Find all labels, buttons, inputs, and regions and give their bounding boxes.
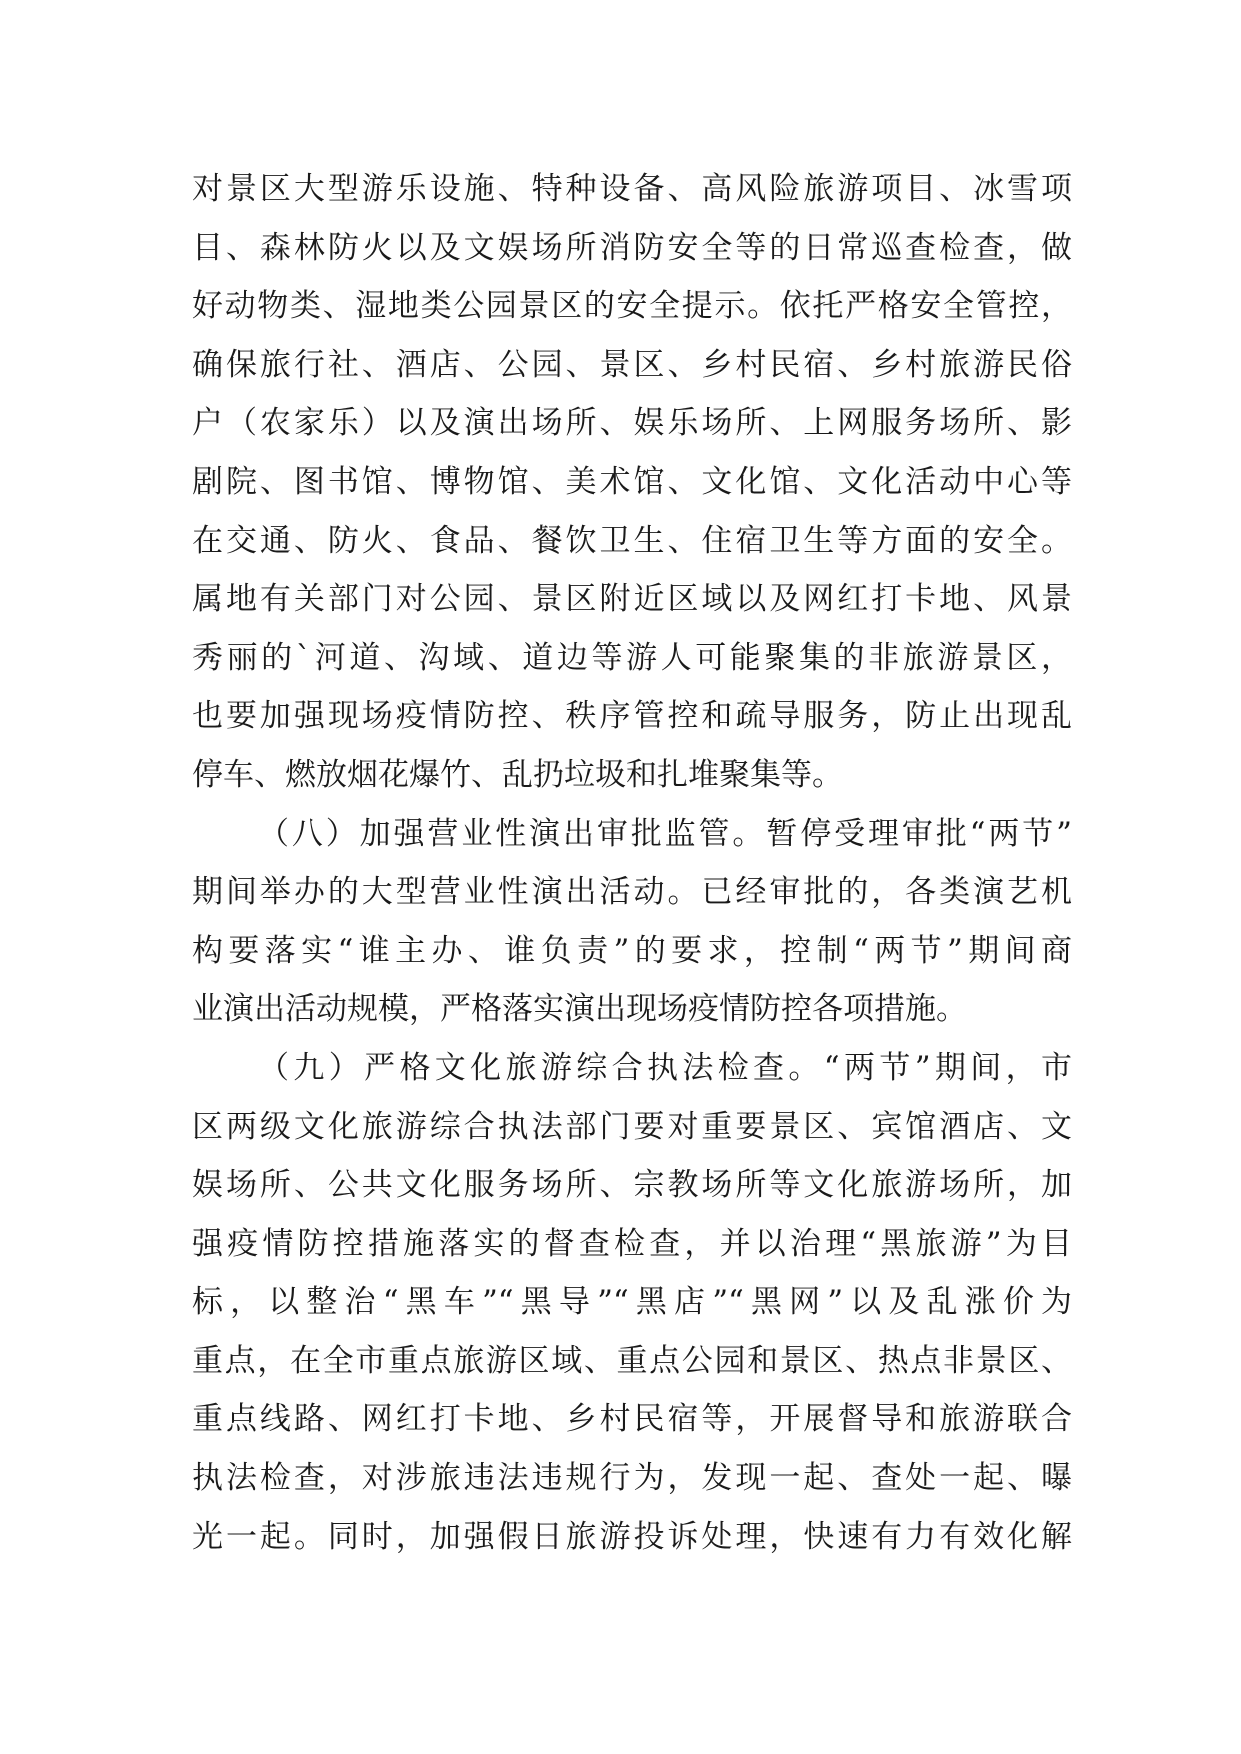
text-line: 执法检查，对涉旅违法违规行为，发现一起、查处一起、曝 (192, 1460, 1072, 1497)
text-line: 构要落实“谁主办、谁负责”的要求，控制“两节”期间商 (192, 932, 1072, 969)
text-line: 强疫情防控措施落实的督查检查，并以治理“黑旅游”为目 (192, 1225, 1072, 1262)
text-line: 剧院、图书馆、博物馆、美术馆、文化馆、文化活动中心等 (192, 463, 1072, 500)
text-line: 重点，在全市重点旅游区域、重点公园和景区、热点非景区、 (192, 1342, 1072, 1379)
text-line: 目、森林防火以及文娱场所消防安全等的日常巡查检查，做 (192, 229, 1072, 266)
text-line: 户（农家乐）以及演出场所、娱乐场所、上网服务场所、影 (192, 405, 1072, 442)
text-line: 秀丽的`河道、沟域、道边等游人可能聚集的非旅游景区， (192, 639, 1072, 676)
text-line: 确保旅行社、酒店、公园、景区、乡村民宿、乡村旅游民俗 (192, 346, 1072, 383)
text-line: 对景区大型游乐设施、特种设备、高风险旅游项目、冰雪项 (192, 171, 1072, 207)
text-line: 重点线路、网红打卡地、乡村民宿等，开展督导和旅游联合 (192, 1401, 1072, 1438)
text-line: 停车、燃放烟花爆竹、乱扔垃圾和扎堆聚集等。 (192, 756, 843, 793)
section-heading-line: （八）加强营业性演出审批监管。暂停受理审批“两节” (258, 815, 1072, 852)
text-line: 好动物类、湿地类公园景区的安全提示。依托严格安全管控， (192, 288, 1072, 325)
text-line: 在交通、防火、食品、餐饮卫生、住宿卫生等方面的安全。 (192, 522, 1072, 559)
section-heading-line: （九）严格文化旅游综合执法检查。“两节”期间，市 (258, 1049, 1072, 1086)
document-body (192, 160, 1072, 1566)
text-line: 业演出活动规模，严格落实演出现场疫情防控各项措施。 (192, 991, 967, 1028)
text-line: 属地有关部门对公园、景区附近区域以及网红打卡地、风景 (192, 581, 1072, 618)
text-line: 也要加强现场疫情防控、秩序管控和疏导服务，防止出现乱 (192, 698, 1072, 735)
text-line: 标，以整治“黑车”“黑导”“黑店”“黑网”以及乱涨价为 (192, 1284, 1072, 1321)
text-line: 区两级文化旅游综合执法部门要对重要景区、宾馆酒店、文 (192, 1108, 1072, 1145)
text-line: 期间举办的大型营业性演出活动。已经审批的，各类演艺机 (192, 874, 1072, 911)
text-line: 光一起。同时，加强假日旅游投诉处理，快速有力有效化解 (192, 1518, 1072, 1555)
text-line: 娱场所、公共文化服务场所、宗教场所等文化旅游场所，加 (192, 1167, 1072, 1204)
